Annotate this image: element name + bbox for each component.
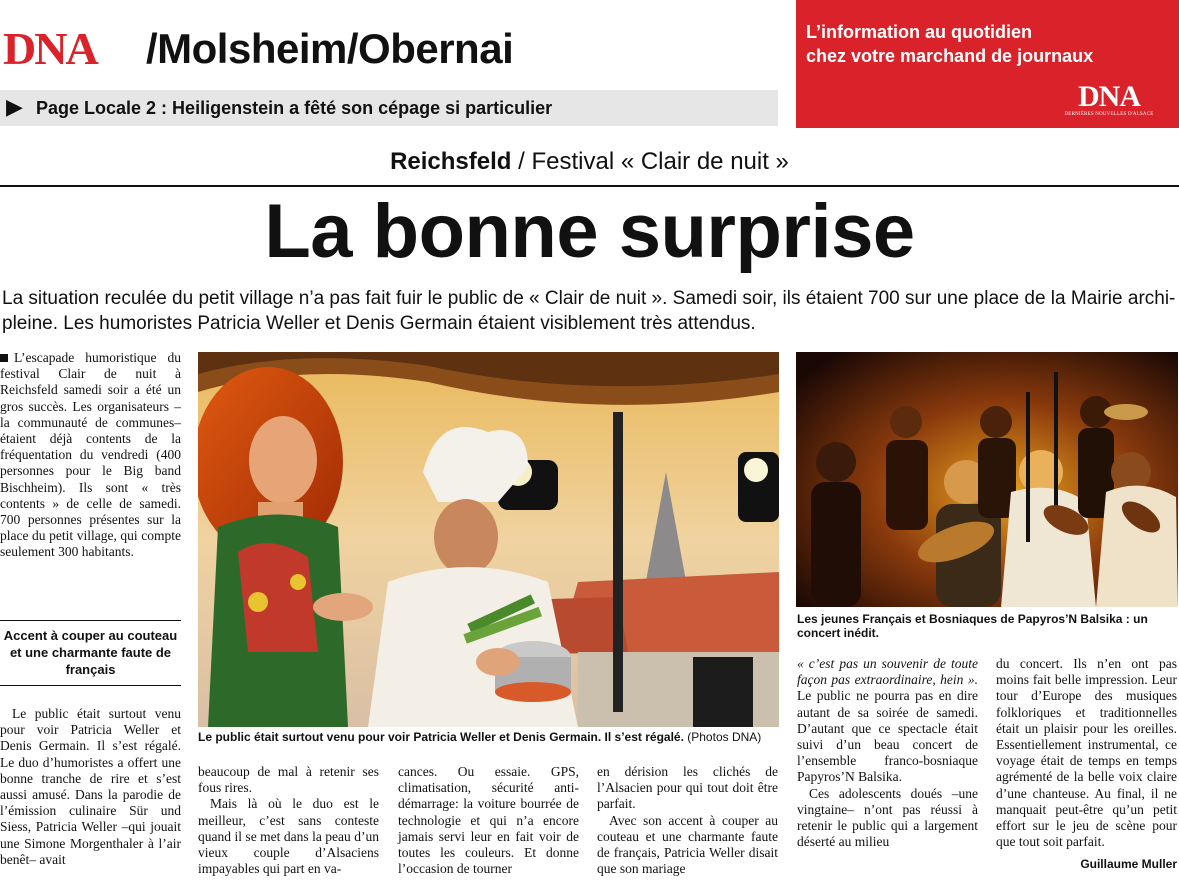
col2a-text: beaucoup de mal à retenir ses fous rires. [198,764,379,796]
dna-logo[interactable]: DNA [3,23,97,74]
section-title: /Molsheim/Obernai [146,25,514,72]
body-column-2 [198,764,379,877]
rubric-place: Reichsfeld [390,148,512,175]
lede: La situation reculée du petit village n’a pas fait fuir le public de « Clair de nuit ». Samedi soir, ils étaient 700 sur une place de la Mairie archi-pleine. Les humoristes Patricia Weller et Denis Germain étaient visiblement très attendus. [2,288,1176,334]
body-column-1-continued [0,706,181,868]
promo-box[interactable] [796,0,1179,128]
intertitle: Accent à couper au couteau et une charmante faute de français [0,620,181,686]
col5-quote: « c’est pas un souvenir de toute façon pas extraordinaire, hein ». [797,656,978,688]
col4a-text: en dérision les clichés de l’Alsacien pour qui tout doit être parfait. [597,764,778,812]
col1b-text: Le public était surtout venu pour voir Patricia Weller et Denis Germain. Il s’est régalé. Le duo d’humoristes a offert une bonne tranche de rire et s’est aussi amusé. Dans la parodie de l’émission culinaire Sür und Siess, Patricia Weller –qui jouait une Simone Morgenthaler à l’air benêt– avait [0,706,181,867]
headline: La bonne surprise [264,189,915,274]
body-column-3 [398,764,579,877]
page-reference-text: Page Locale 2 : Heiligenstein a fêté son cépage si particulier [36,98,553,118]
rubric-rule [0,185,1179,187]
article-rubric [0,148,1179,176]
col5b-text: Ces adolescents doués –une vingtaine– n’ont pas réussi à retenir le public qui a largement déserté au milieu [797,785,978,850]
rubric-event: / Festival « Clair de nuit » [511,148,789,175]
promo-logo-text: DNA [1078,80,1140,113]
author-signature: Guillaume Muller [1080,857,1177,871]
body-column-1 [0,350,181,561]
caption1-credit: (Photos DNA) [683,730,762,744]
col3-text: cances. Ou essaie. GPS, climatisation, sécurité anti-démarrage: la voiture bourrée de technologie et qui n’a encore jamais servi leur en fait voir de toutes les couleurs. Et donne l’occasion de tourner [398,764,579,877]
photo-concert[interactable] [796,352,1178,607]
caption1-text: Le public était surtout venu pour voir Patricia Weller et Denis Germain. Il s’est régalé. [198,730,684,744]
promo-dna-logo [1059,82,1159,117]
col6-text: du concert. Ils n’en ont pas moins fait belle impression. Leur tour d’Europe des musiques folkloriques et traditionnelles était un plaisir pour les oreilles. Essentiellement instrumental, ce voyage était de temps en temps agrémenté de la belle voix claire d’une chanteuse. Au final, il ne manquait peut-être qu’un petit effort sur le jeu de scène pour que tout soit parfait. [996,656,1177,850]
promo-line-2: chez votre marchand de journaux [806,46,1094,66]
body-column-4 [597,764,778,877]
masthead [0,20,790,80]
photo-concert-caption: Les jeunes Français et Bosniaques de Papyros’N Balsika : un concert inédit. [797,612,1148,640]
photo-comedians-image [198,352,779,727]
col2b-text: Mais là où le duo est le meilleur, c’est sans conteste quand il se met dans la peau d’un vieux couple d’Alsaciens impayables qui part en va- [198,796,379,877]
body-column-6 [996,656,1177,850]
col5a-text: Le public ne pourra pas en dire autant de sa soirée de samedi. D’autant que ce spectacle était suivi d’un beau concert de l’ensemble franco-bosniaque Papyros’N Balsika. [797,688,978,785]
start-square-icon [0,354,8,362]
play-arrow-icon: ▶ [6,94,23,119]
photo-concert-image [796,352,1178,607]
photo-comedians[interactable] [198,352,779,727]
page-reference-bar[interactable] [0,90,778,126]
col4b-text: Avec son accent à couper au couteau et une charmante faute de français, Patricia Weller disait que son mariage [597,812,778,877]
body-column-5 [797,656,978,850]
promo-line-1: L’information au quotidien [806,22,1032,42]
promo-logo-subtitle: DERNIÈRES NOUVELLES D'ALSACE [1064,112,1154,117]
col1-text: L’escapade humoristique du festival Clair de nuit à Reichsfeld samedi soir a été un gros succès. Les organisateurs –la communauté de communes– étaient déjà contents de la fréquentation du vendredi (400 personnes pour le Big band Bischheim). Ils sont « très contents » de celle de samedi. 700 personnes présentes sur la place du petit village, qui compte seulement 300 habitants. [0,350,181,560]
photo-comedians-caption [198,730,779,745]
